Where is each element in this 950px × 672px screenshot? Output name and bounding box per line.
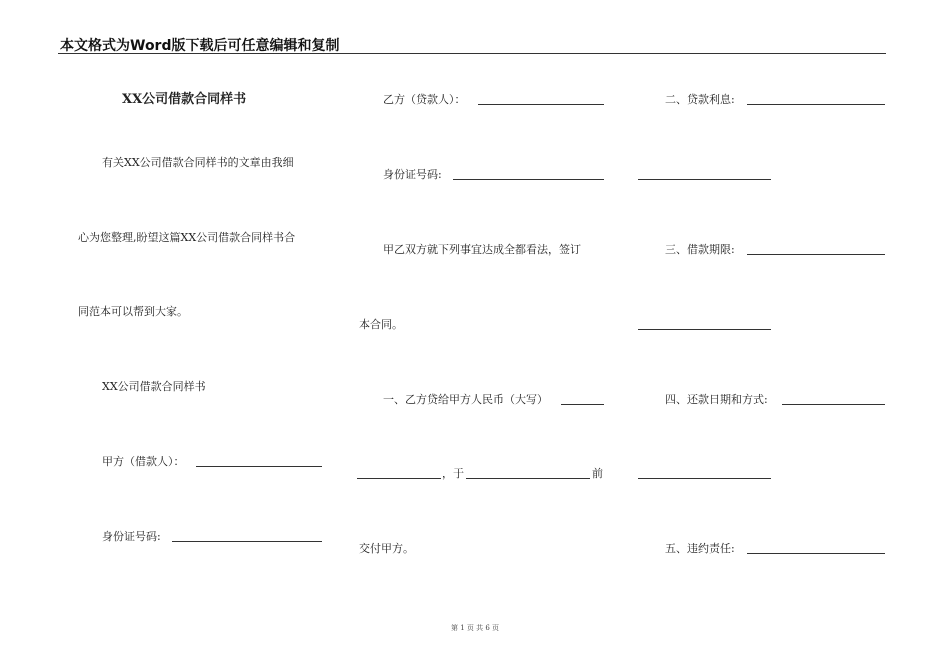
clause-1-amount-blank	[561, 404, 604, 405]
header-banner: 本文格式为Word版下载后可任意编辑和复制	[60, 38, 340, 54]
clause-1-amount-blank-2	[357, 478, 441, 479]
party-a-label: 甲方（借款人）：	[102, 455, 185, 468]
agreement-line-1: 甲乙双方就下列事宜达成全都看法，签订	[383, 243, 581, 256]
clause-4-blank-2	[638, 478, 771, 479]
intro-line-3: 同范本可以帮到大家。	[78, 305, 188, 318]
clause-1-line-1: 一、乙方贷给甲方人民币（大写）	[383, 393, 548, 406]
clause-1-qian-text: 前	[592, 467, 603, 480]
clause-2-label: 二、贷款利息:	[665, 93, 735, 106]
clause-3-blank	[747, 254, 885, 255]
intro-line-1: 有关XX公司借款合同样书的文章由我细	[102, 156, 294, 169]
clause-1-yu-text: ，于	[442, 467, 464, 480]
id-number-blank-b	[453, 179, 604, 180]
clause-4-label: 四、还款日期和方式:	[665, 393, 768, 406]
document-title: XX公司借款合同样书	[122, 92, 247, 107]
clause-4-blank	[782, 404, 885, 405]
party-a-blank	[196, 466, 322, 467]
party-b-blank	[478, 104, 604, 105]
clause-5-label: 五、违约责任:	[665, 542, 735, 555]
id-number-label-b: 身份证号码:	[383, 168, 442, 181]
contract-subtitle: XX公司借款合同样书	[102, 380, 206, 393]
clause-5-blank	[747, 553, 885, 554]
clause-1-line-3: 交付甲方。	[359, 542, 414, 555]
clause-2-blank-2	[638, 179, 771, 180]
header-rule	[58, 53, 886, 54]
clause-3-label: 三、借款期限:	[665, 243, 735, 256]
clause-1-date-blank	[466, 478, 590, 479]
clause-2-blank	[747, 104, 885, 105]
intro-line-2: 心为您整理,盼望这篇XX公司借款合同样书合	[78, 231, 296, 244]
id-number-label-a: 身份证号码:	[102, 530, 161, 543]
party-b-label: 乙方（贷款人）：	[383, 93, 466, 106]
agreement-line-2: 本合同。	[359, 318, 403, 331]
clause-3-blank-2	[638, 329, 771, 330]
page-footer: 第 1 页 共 6 页	[450, 624, 500, 632]
id-number-blank-a	[172, 541, 322, 542]
